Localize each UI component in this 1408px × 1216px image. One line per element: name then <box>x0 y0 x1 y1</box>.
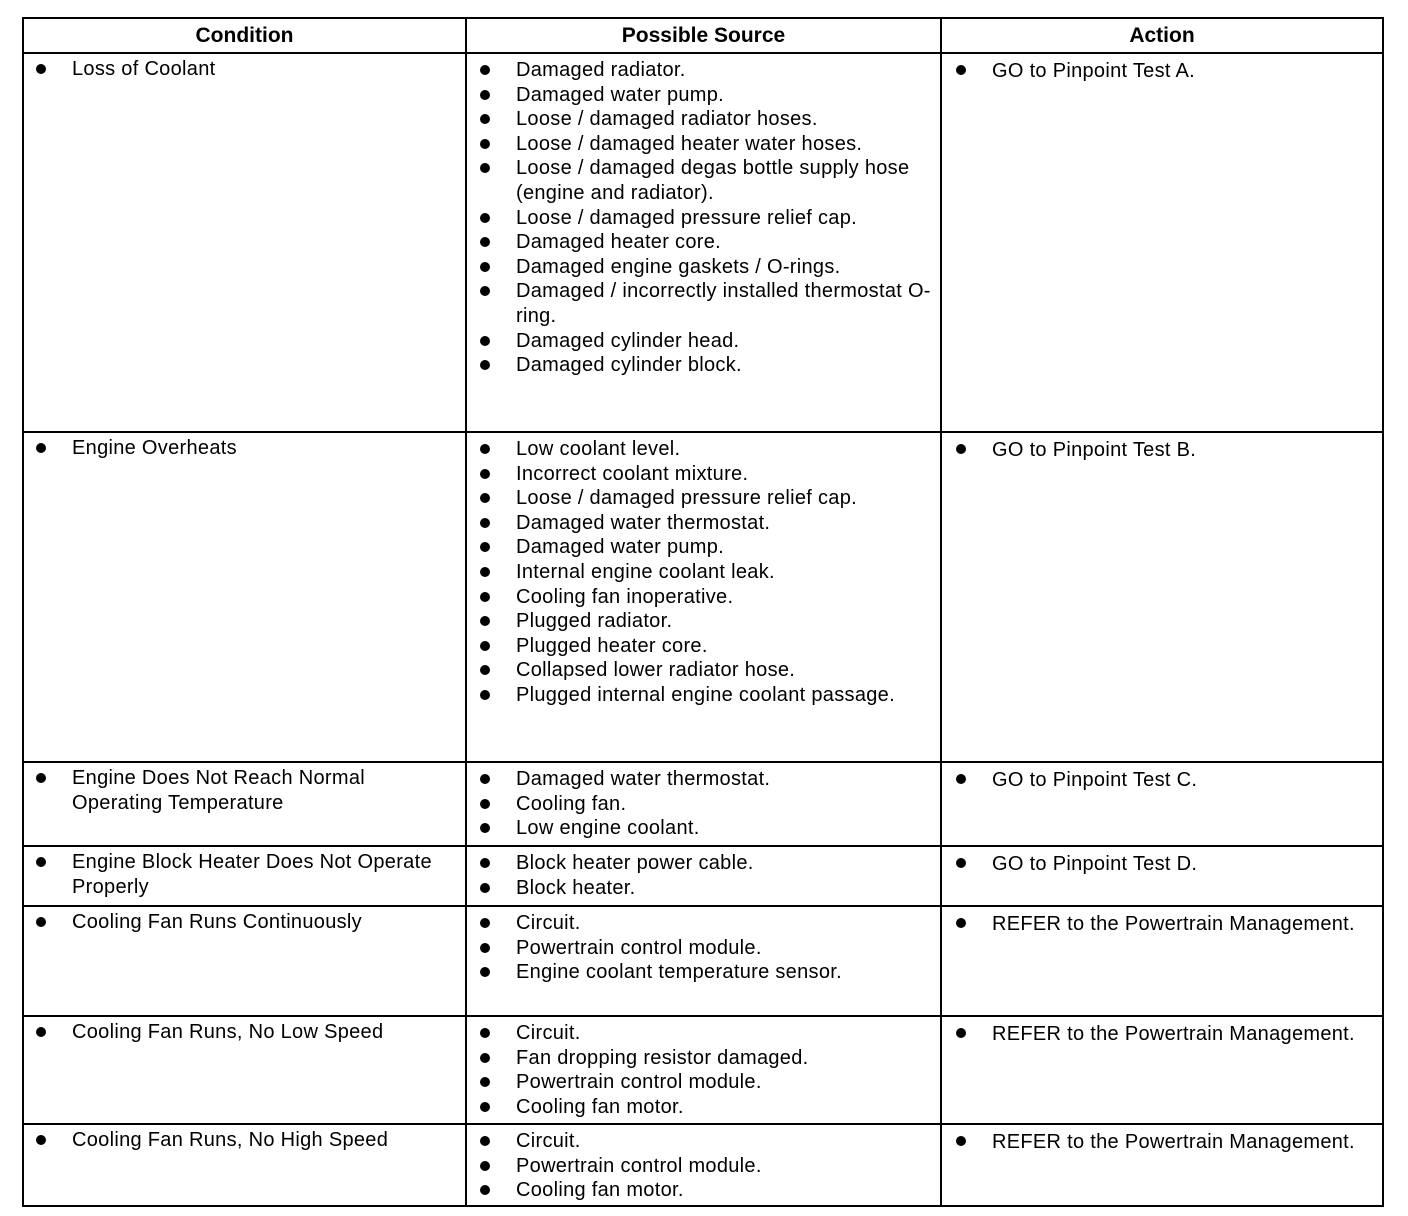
list-item <box>516 609 932 634</box>
list-item <box>72 766 457 815</box>
list-item <box>516 1070 932 1095</box>
bullet-icon <box>480 665 490 675</box>
action-cell <box>942 433 1382 761</box>
list-item <box>516 1178 932 1203</box>
condition-cell <box>24 1125 467 1207</box>
bullet-icon <box>480 592 490 602</box>
list-item <box>516 851 932 876</box>
list-item <box>516 255 932 280</box>
possible-source-cell-text: Internal engine coolant leak. <box>516 560 775 583</box>
list-item <box>992 58 1374 85</box>
action-cell-text: GO to Pinpoint Test D. <box>992 853 1198 875</box>
condition-cell <box>24 847 467 905</box>
action-cell-text: GO to Pinpoint Test A. <box>992 60 1196 82</box>
list-item <box>516 816 932 841</box>
list-item <box>516 58 932 83</box>
list-item <box>72 436 457 461</box>
bullet-icon <box>956 444 966 454</box>
possible-source-cell-text: Loose / damaged pressure relief cap. <box>516 487 857 510</box>
action-cell <box>942 1017 1382 1123</box>
possible-source-cell <box>467 54 942 431</box>
list-item <box>516 511 932 536</box>
bullet-icon <box>480 237 490 247</box>
possible-source-cell-text: Circuit. <box>516 912 581 934</box>
action-cell <box>942 847 1382 905</box>
condition-cell <box>24 1017 467 1123</box>
list-item <box>992 911 1374 938</box>
action-cell <box>942 763 1382 845</box>
list-item <box>516 792 932 817</box>
possible-source-cell-text: Cooling fan motor. <box>516 1179 684 1202</box>
possible-source-cell-text: Block heater. <box>516 876 636 899</box>
condition-cell <box>24 763 467 845</box>
list-item <box>516 936 932 961</box>
table-row <box>24 1017 1382 1125</box>
bullet-icon <box>480 1102 490 1112</box>
bullet-icon <box>956 858 966 868</box>
list-item <box>516 1021 932 1046</box>
bullet-icon <box>480 774 490 784</box>
bullet-icon <box>956 65 966 75</box>
possible-source-cell-text: Plugged internal engine coolant passage. <box>516 683 895 706</box>
possible-source-cell-text: Powertrain control module. <box>516 936 762 959</box>
possible-source-cell-text: Circuit. <box>516 1130 581 1152</box>
list-item <box>516 560 932 585</box>
header-action: Action <box>1129 24 1195 47</box>
list-item <box>72 57 457 82</box>
bullet-icon <box>480 641 490 651</box>
action-cell-text: REFER to the Powertrain Management. <box>992 1131 1355 1153</box>
possible-source-cell <box>467 763 942 845</box>
bullet-icon <box>480 1161 490 1171</box>
list-item <box>992 1129 1374 1156</box>
bullet-icon <box>36 773 46 783</box>
list-item <box>72 1020 457 1045</box>
list-item <box>516 1154 932 1179</box>
list-item <box>516 585 932 610</box>
possible-source-cell <box>467 907 942 1015</box>
possible-source-cell-text: Damaged cylinder block. <box>516 354 742 377</box>
possible-source-cell-text: Cooling fan. <box>516 792 627 815</box>
action-cell <box>942 54 1382 431</box>
possible-source-cell-text: Damaged / incorrectly installed thermostat O-ring. <box>516 280 931 327</box>
possible-source-cell-text: Plugged heater core. <box>516 634 708 657</box>
bullet-icon <box>480 943 490 953</box>
bullet-icon <box>956 918 966 928</box>
list-item <box>516 634 932 659</box>
possible-source-cell-text: Loose / damaged pressure relief cap. <box>516 206 857 229</box>
bullet-icon <box>480 114 490 124</box>
bullet-icon <box>36 1135 46 1145</box>
bullet-icon <box>480 1185 490 1195</box>
list-item <box>516 960 932 985</box>
possible-source-cell-text: Damaged water thermostat. <box>516 511 771 534</box>
action-cell-text: GO to Pinpoint Test C. <box>992 769 1198 791</box>
possible-source-cell <box>467 847 942 905</box>
possible-source-cell <box>467 1017 942 1123</box>
list-item <box>516 353 932 378</box>
diagnosis-table <box>22 17 1384 1207</box>
bullet-icon <box>480 542 490 552</box>
bullet-icon <box>956 1136 966 1146</box>
list-item <box>992 1021 1374 1048</box>
bullet-icon <box>956 774 966 784</box>
bullet-icon <box>36 64 46 74</box>
condition-cell-text: Cooling Fan Runs Continuously <box>72 911 362 933</box>
list-item <box>516 462 932 487</box>
bullet-icon <box>480 799 490 809</box>
bullet-icon <box>480 1028 490 1038</box>
list-item <box>516 230 932 255</box>
list-item <box>516 107 932 132</box>
possible-source-cell-text: Damaged water pump. <box>516 536 725 559</box>
bullet-icon <box>480 823 490 833</box>
table-row <box>24 1125 1382 1207</box>
action-cell <box>942 1125 1382 1207</box>
action-cell <box>942 907 1382 1015</box>
bullet-icon <box>480 469 490 479</box>
list-item <box>516 206 932 231</box>
bullet-icon <box>480 616 490 626</box>
bullet-icon <box>36 1027 46 1037</box>
table-row <box>24 763 1382 847</box>
list-item <box>72 850 457 899</box>
possible-source-cell-text: Plugged radiator. <box>516 610 673 633</box>
list-item <box>516 767 932 792</box>
list-item <box>516 535 932 560</box>
action-cell-text: REFER to the Powertrain Management. <box>992 913 1355 935</box>
list-item <box>516 486 932 511</box>
bullet-icon <box>480 1136 490 1146</box>
possible-source-cell-text: Engine coolant temperature sensor. <box>516 961 842 984</box>
table-row <box>24 433 1382 763</box>
bullet-icon <box>480 567 490 577</box>
table-row <box>24 847 1382 907</box>
possible-source-cell-text: Loose / damaged heater water hoses. <box>516 132 863 155</box>
possible-source-cell-text: Circuit. <box>516 1022 581 1044</box>
bullet-icon <box>480 918 490 928</box>
list-item <box>516 437 932 462</box>
bullet-icon <box>480 444 490 454</box>
list-item <box>992 851 1374 878</box>
possible-source-cell-text: Low coolant level. <box>516 438 681 460</box>
condition-cell-text: Engine Block Heater Does Not Operate Properly <box>72 851 432 898</box>
list-item <box>516 683 932 708</box>
list-item <box>516 911 932 936</box>
bullet-icon <box>480 690 490 700</box>
possible-source-cell-text: Powertrain control module. <box>516 1071 762 1094</box>
condition-cell-text: Cooling Fan Runs, No Low Speed <box>72 1021 384 1043</box>
possible-source-cell-text: Fan dropping resistor damaged. <box>516 1046 809 1069</box>
bullet-icon <box>480 213 490 223</box>
action-cell-text: GO to Pinpoint Test B. <box>992 439 1197 461</box>
bullet-icon <box>480 1053 490 1063</box>
header-condition: Condition <box>24 19 467 52</box>
possible-source-cell-text: Damaged engine gaskets / O-rings. <box>516 255 841 278</box>
table-header-row <box>24 19 1382 54</box>
header-possible-source: Possible Source <box>467 19 942 52</box>
condition-cell-text: Engine Overheats <box>72 437 237 459</box>
possible-source-cell-text: Cooling fan motor. <box>516 1095 684 1118</box>
condition-cell-text: Engine Does Not Reach Normal Operating Temperature <box>72 767 365 814</box>
possible-source-cell-text: Incorrect coolant mixture. <box>516 462 749 485</box>
list-item <box>516 1129 932 1154</box>
list-item <box>516 132 932 157</box>
condition-cell-text: Loss of Coolant <box>72 58 216 80</box>
bullet-icon <box>480 262 490 272</box>
list-item <box>516 1095 932 1120</box>
possible-source-cell-text: Damaged water thermostat. <box>516 768 771 790</box>
possible-source-cell <box>467 433 942 761</box>
bullet-icon <box>480 65 490 75</box>
list-item <box>516 876 932 901</box>
condition-cell <box>24 54 467 431</box>
possible-source-cell-text: Loose / damaged radiator hoses. <box>516 108 818 131</box>
bullet-icon <box>480 360 490 370</box>
possible-source-cell-text: Low engine coolant. <box>516 817 700 840</box>
bullet-icon <box>480 518 490 528</box>
possible-source-cell-text: Cooling fan inoperative. <box>516 585 734 608</box>
bullet-icon <box>480 90 490 100</box>
list-item <box>72 1128 457 1153</box>
condition-cell-text: Cooling Fan Runs, No High Speed <box>72 1129 389 1151</box>
bullet-icon <box>480 1077 490 1087</box>
list-item <box>992 767 1374 794</box>
bullet-icon <box>480 858 490 868</box>
bullet-icon <box>480 967 490 977</box>
bullet-icon <box>480 336 490 346</box>
bullet-icon <box>480 163 490 173</box>
action-cell-text: REFER to the Powertrain Management. <box>992 1023 1355 1045</box>
bullet-icon <box>956 1028 966 1038</box>
list-item <box>516 658 932 683</box>
list-item <box>516 156 932 205</box>
bullet-icon <box>480 286 490 296</box>
list-item <box>516 83 932 108</box>
possible-source-cell <box>467 1125 942 1207</box>
possible-source-cell-text: Block heater power cable. <box>516 852 754 874</box>
list-item <box>516 1046 932 1071</box>
bullet-icon <box>36 857 46 867</box>
bullet-icon <box>36 917 46 927</box>
table-row <box>24 907 1382 1017</box>
bullet-icon <box>480 493 490 503</box>
list-item <box>992 437 1374 464</box>
list-item <box>516 279 932 328</box>
possible-source-cell-text: Damaged radiator. <box>516 59 686 81</box>
possible-source-cell-text: Damaged water pump. <box>516 83 725 106</box>
condition-cell <box>24 907 467 1015</box>
possible-source-cell-text: Loose / damaged degas bottle supply hose (engine and radiator). <box>516 157 910 204</box>
possible-source-cell-text: Powertrain control module. <box>516 1154 762 1177</box>
bullet-icon <box>36 443 46 453</box>
table-row <box>24 54 1382 433</box>
bullet-icon <box>480 139 490 149</box>
bullet-icon <box>480 883 490 893</box>
list-item <box>72 910 457 935</box>
possible-source-cell-text: Damaged heater core. <box>516 231 722 254</box>
condition-cell <box>24 433 467 761</box>
possible-source-cell-text: Damaged cylinder head. <box>516 329 740 352</box>
possible-source-cell-text: Collapsed lower radiator hose. <box>516 659 796 682</box>
list-item <box>516 329 932 354</box>
